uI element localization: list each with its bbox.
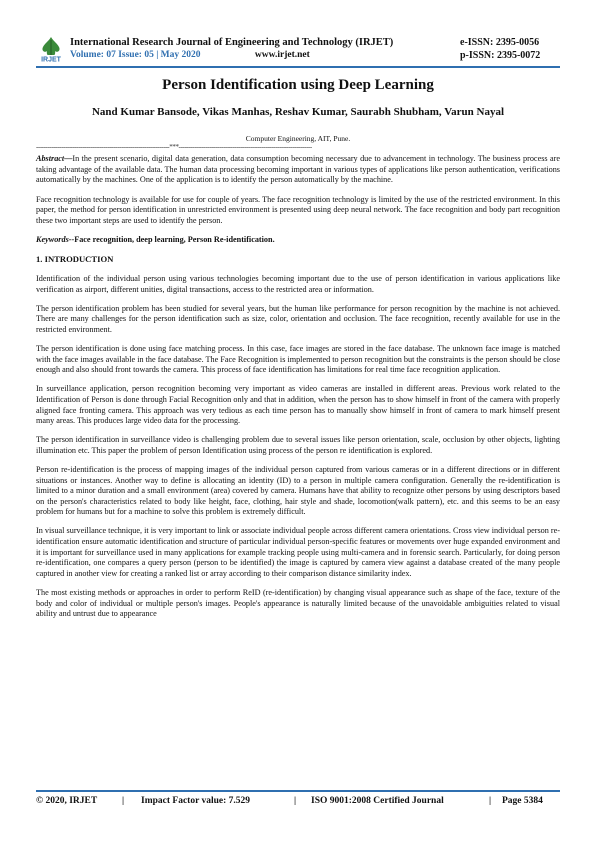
paragraph: The most existing methods or approaches in order to perform ReID (re-identification) by changing visual appearance such as shape of the face, texture of the body and color of individual or multiple person's images. People's appearance is naturally limited because of the unavoidable ambiguities related to visual ability and untrust due to appearance — [36, 587, 560, 619]
page-footer — [36, 796, 560, 810]
author-affiliation: Computer Engineering, AIT, Pune. — [245, 134, 351, 143]
paragraph: The person identification in surveillance video is challenging problem due to several issues like person orientation, scale, occlusion by other objects, lighting illumination etc. This paper the problem of person Identification using process of the person re identification is explored. — [36, 435, 560, 455]
footer-page-number: Page 5384 — [502, 796, 543, 806]
e-issn: e-ISSN: 2395-0056 — [460, 37, 540, 48]
keywords-text: --Face recognition, deep learning, Person Re-identification. — [68, 235, 275, 245]
journal-header — [36, 34, 560, 64]
paragraph: In visual surveillance technique, it is very important to link or associate individual people across different camera orientations. Cross view individual person re-identification ensure automatic identification and structure of particular individual person-specific features or movements over huge expanded environment and it is important for surveillance used in many applications for example tracking people using multi-camera and in forensic search. Particularly, for doing person re-identification, one compares a query person (person to be identified) the image is captured by camera view against a database created of the many people captured in another view for creating a ranked list or array according to their comparison distance similarity index. — [36, 526, 560, 578]
footer-divider: | — [294, 796, 297, 806]
section-heading: 1. INTRODUCTION — [36, 254, 114, 265]
paragraph: The person identification is done using face matching process. In this case, face images are stored in the face database. The unknown face image is matched with the face images available in the face database. The Face Recognition is implemented to person recognition but the constraints is the person should be close enough and also should front towards the camera. This process of face identification has limitations for real time face recognition application. — [36, 344, 560, 375]
p-issn: p-ISSN: 2395-0072 — [460, 50, 541, 61]
volume-issue: Volume: 07 Issue: 05 | May 2020 — [70, 50, 201, 60]
paper-title: Person Identification using Deep Learning — [162, 77, 434, 93]
footer-copyright: © 2020, IRJET — [36, 796, 98, 806]
separator-line: ---------------------------------------------------------------------***--------------------------------------------------------------------- — [36, 143, 312, 151]
journal-url[interactable]: www.irjet.net — [254, 50, 310, 60]
paper-body — [36, 154, 560, 628]
journal-name: International Research Journal of Engineering and Technology (IRJET) — [70, 37, 394, 48]
abstract-label: Abstract— — [36, 154, 73, 163]
keywords — [36, 235, 560, 246]
paragraph: Face recognition technology is available for use for couple of years. The face recognition technology is limited by the use of the restricted environment. In this paper, the method for person identification in unrestricted environment is presented using deep neural network. The face recognition and body part recognition these two important steps are used to identify the person. — [36, 194, 560, 225]
irjet-logo-icon — [36, 34, 66, 64]
keywords-label: Keywords — [36, 235, 69, 245]
paragraph: Identification of the individual person using various technologies becoming important due to the use of person identification in various applications like verification as airport, different unities, digital transactions, access to the restricted area or information. — [36, 274, 560, 294]
paper-authors: Nand Kumar Bansode, Vikas Manhas, Reshav Kumar, Saurabh Shubham, Varun Nayal — [91, 106, 505, 118]
footer-divider: | — [122, 796, 125, 806]
footer-divider: | — [489, 796, 492, 806]
header-rule — [36, 66, 560, 68]
paragraph: The person identification problem has been studied for several years, but the human like performance for person recognition by the machine is not achieved. There are many challenges for the person identification such as size, color, orientation and occlusion. The face recognition, recently available for use in the restricted environment. — [36, 303, 560, 335]
abstract — [36, 154, 560, 186]
footer-rule — [36, 790, 560, 792]
footer-iso: ISO 9001:2008 Certified Journal — [311, 796, 444, 806]
abstract-text: In the present scenario, digital data generation, data consumption becoming necessary due to advancement in technology. The business process are taking advantage of the available data. The human data processing becoming important in various types of applications like person authentication, verifications automatically by the machines. One of the application is to identify the person automatically by the machine. — [36, 154, 560, 185]
paragraph: In surveillance application, person recognition becoming very important as video cameras are installed in different areas. Previous work related to the Identification of Person is done through Facial Recognition only and that in addition, when the person has to show himself in front of the camera with properly aligned face fronting camera. This approach was very tedious as each time person has to manually show himself in front of camera to mark himself present many areas. This produces large video data for the processing. — [36, 384, 560, 426]
paragraph: Person re-identification is the process of mapping images of the individual person captured from various cameras or in a different directions or in different situations or instances. Another way to define is allocating an identity (ID) to a person in multiple camera configuration. Generally the re-identification is limited to a minor duration and a small environment (area) covered by camera. Humans have that ability to recognize other persons by using descriptors based on the person's characteristics related to body like height, face, clothing, hair style and shade, locomotion(walk pattern), etc. and this seems to be an easy problem for humans but for a machine to solve this problem is extremely difficult. — [36, 464, 560, 517]
logo-text: IRJET — [41, 56, 61, 64]
footer-impact-factor: Impact Factor value: 7.529 — [141, 796, 251, 806]
